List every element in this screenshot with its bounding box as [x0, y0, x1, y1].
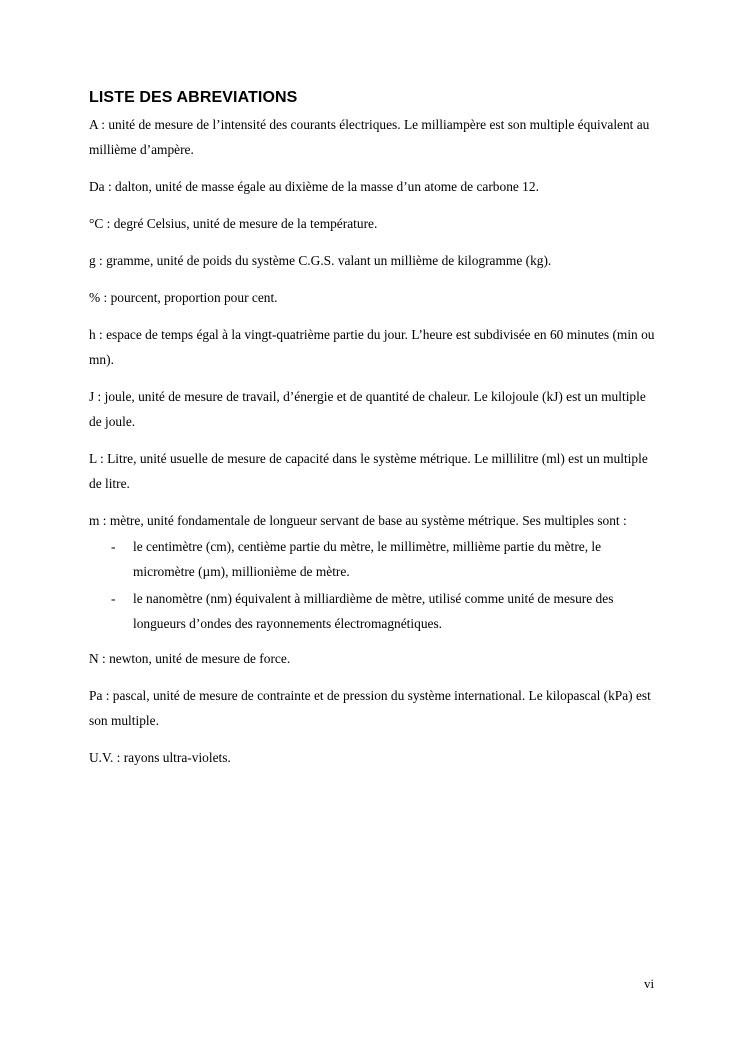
metre-multiples-list	[89, 534, 659, 636]
list-item	[89, 586, 659, 636]
page-title: LISTE DES ABREVIATIONS	[89, 89, 298, 106]
list-dash: -	[111, 539, 116, 554]
abbrev-entry-litre: L : Litre, unité usuelle de mesure de capacité dans le système métrique. Le millilitre (ml) est un multiple de litre.	[89, 451, 648, 491]
page-number: vi	[644, 976, 655, 991]
abbrev-entry-metre: m : mètre, unité fondamentale de longueur servant de base au système métrique. Ses multiples sont :	[89, 513, 627, 528]
abbrev-entry-newton: N : newton, unité de mesure de force.	[89, 651, 291, 666]
abbrev-entry-gramme: g : gramme, unité de poids du système C.G.S. valant un millième de kilogramme (kg).	[89, 253, 552, 268]
document-page	[89, 88, 659, 782]
abbrev-entry-joule: J : joule, unité de mesure de travail, d’énergie et de quantité de chaleur. Le kilojoule (kJ) est un multiple de joule.	[89, 389, 646, 429]
abbrev-entry-ampere: A : unité de mesure de l’intensité des courants électriques. Le milliampère est son multiple équivalent au millième d’ampère.	[89, 117, 650, 157]
abbrev-entry-celsius: °C : degré Celsius, unité de mesure de la température.	[89, 216, 378, 231]
abbrev-entry-dalton: Da : dalton, unité de masse égale au dixième de la masse d’un atome de carbone 12.	[89, 179, 539, 194]
list-item	[89, 534, 659, 584]
abbrev-entry-heure: h : espace de temps égal à la vingt-quatrième partie du jour. L’heure est subdivisée en 60 minutes (min ou mn).	[89, 327, 655, 367]
list-item-text: le nanomètre (nm) équivalent à milliardième de mètre, utilisé comme unité de mesure des longueurs d’ondes des rayonnements électromagnétiques.	[133, 591, 614, 631]
abbrev-entry-pourcent: % : pourcent, proportion pour cent.	[89, 290, 278, 305]
abbrev-entry-uv: U.V. : rayons ultra-violets.	[89, 750, 231, 765]
list-dash: -	[111, 591, 116, 606]
list-item-text: le centimètre (cm), centième partie du mètre, le millimètre, millième partie du mètre, le micromètre (µm), millionième de mètre.	[133, 539, 602, 579]
abbrev-entry-pascal: Pa : pascal, unité de mesure de contrainte et de pression du système international. Le kilopascal (kPa) est son multiple.	[89, 688, 651, 728]
